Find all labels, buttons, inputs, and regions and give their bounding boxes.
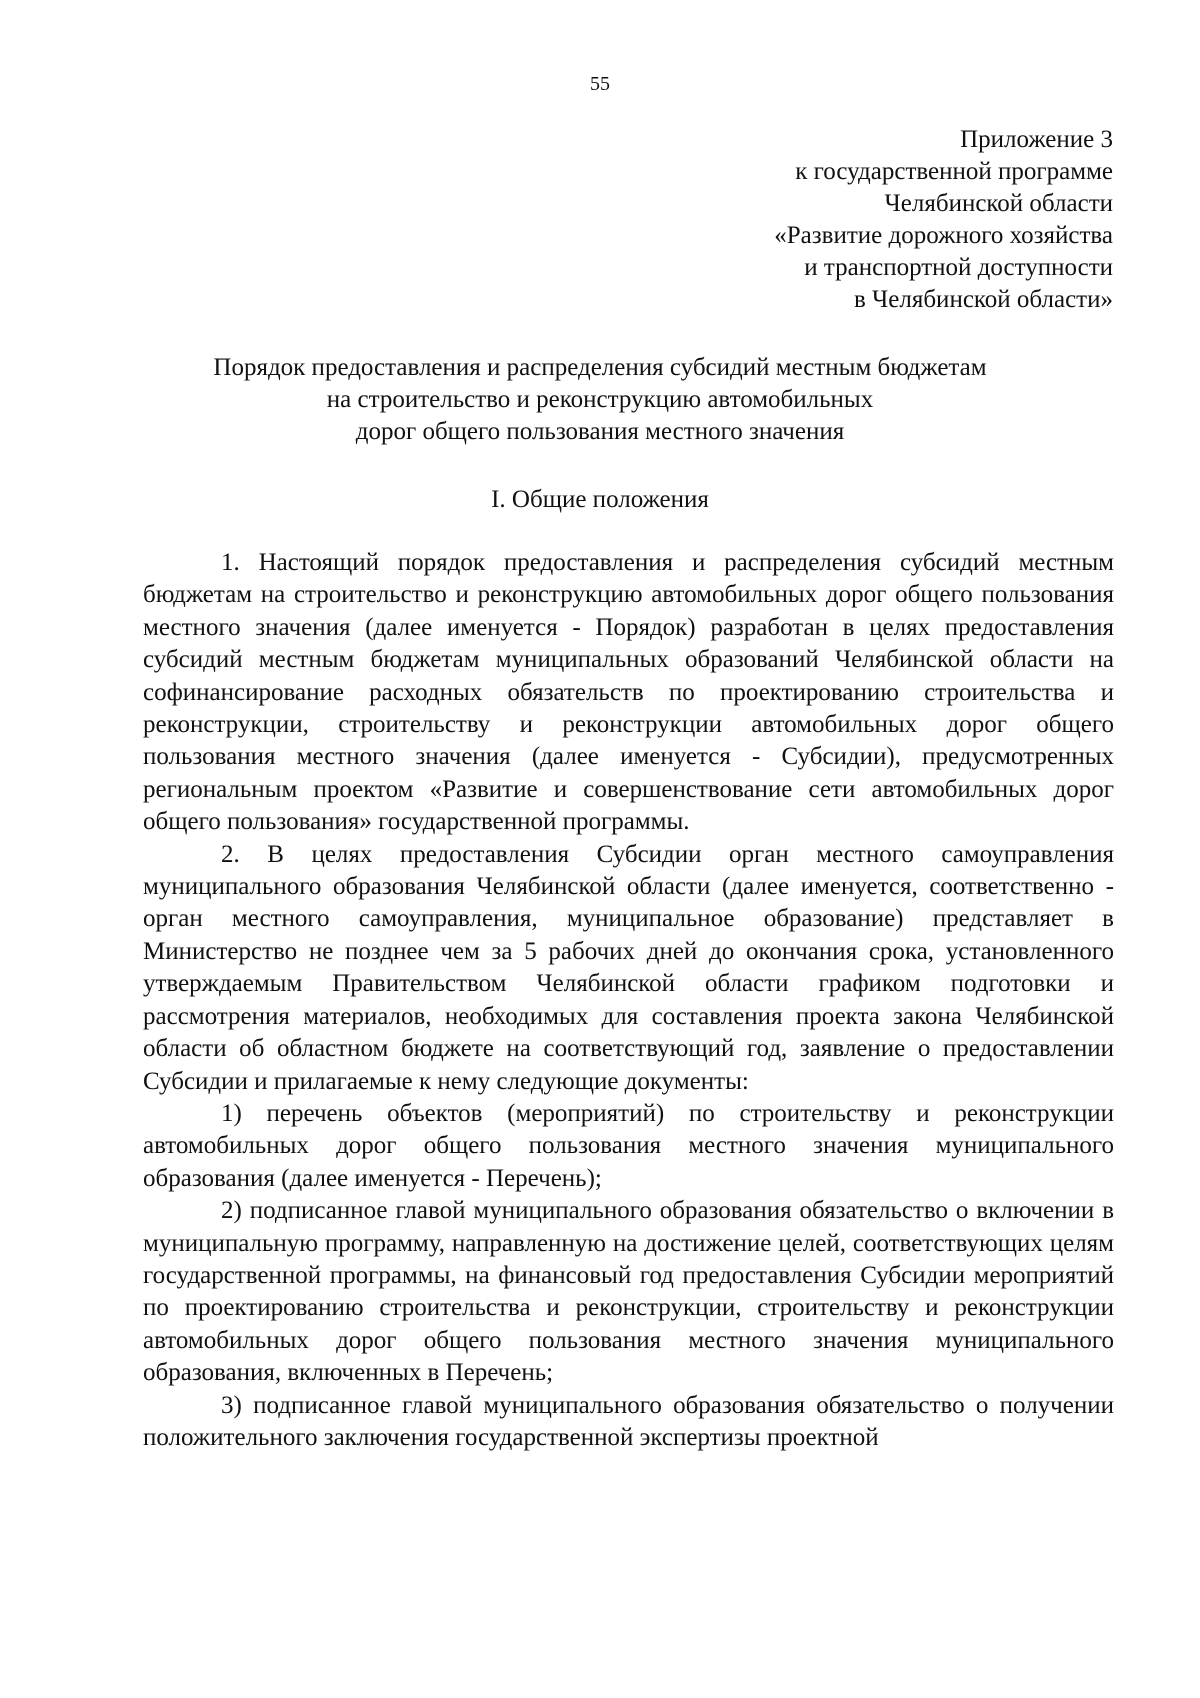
appendix-line: «Развитие дорожного хозяйства <box>774 222 1113 249</box>
appendix-line: Челябинской области <box>884 190 1113 217</box>
appendix-header <box>513 124 1113 316</box>
title-line: на строительство и реконструкцию автомобильных <box>326 386 874 413</box>
page-number: 55 <box>590 73 610 95</box>
title-line: дорог общего пользования местного значения <box>355 418 845 445</box>
document-body <box>143 547 1114 1454</box>
appendix-line: Приложение 3 <box>960 126 1113 153</box>
paragraph: 2. В целях предоставления Субсидии орган местного самоуправления муниципального образования Челябинской области (далее именуется, соответственно - орган местного самоуправления, муниципальное образование) представляет в Министерство не позднее чем за 5 рабочих дней до окончания срока, установленного утверждаемым Правительством Челябинской области графиком подготовки и рассмотрения материалов, необходимых для составления проекта закона Челябинской области об областном бюджете на соответствующий год, заявление о предоставлении Субсидии и прилагаемые к нему следующие документы: <box>143 840 1114 1095</box>
paragraph: 3) подписанное главой муниципального образования обязательство о получении положительного заключения государственной экспертизы проектной <box>143 1391 1114 1451</box>
section-heading: I. Общие положения <box>491 486 709 513</box>
appendix-line: и транспортной доступности <box>804 254 1113 281</box>
title-line: Порядок предоставления и распределения субсидий местным бюджетам <box>213 354 987 381</box>
paragraph: 2) подписанное главой муниципального образования обязательство о включении в муниципальную программу, направленную на достижение целей, соответствующих целям государственной программы, на финансовый год предоставления Субсидии мероприятий по проектированию строительства и реконструкции, строительству и реконструкции автомобильных дорог общего пользования местного значения муниципального образования, включенных в Перечень; <box>143 1197 1114 1387</box>
document-title <box>0 352 1200 448</box>
paragraph: 1. Настоящий порядок предоставления и распределения субсидий местным бюджетам на строительство и реконструкцию автомобильных дорог общего пользования местного значения (далее именуется - Порядок) разработан в целях предоставления субсидий местным бюджетам муниципальных образований Челябинской области на софинансирование расходных обязательств по проектированию строительства и реконструкции, строительству и реконструкции автомобильных дорог общего пользования местного значения (далее именуется - Субсидии), предусмотренных региональным проектом «Развитие и совершенствование сети автомобильных дорог общего пользования» государственной программы. <box>143 549 1114 836</box>
appendix-line: к государственной программе <box>795 158 1113 185</box>
paragraph: 1) перечень объектов (мероприятий) по строительству и реконструкции автомобильных дорог общего пользования местного значения муниципального образования (далее именуется - Перечень); <box>143 1099 1114 1192</box>
appendix-line: в Челябинской области» <box>853 286 1113 313</box>
